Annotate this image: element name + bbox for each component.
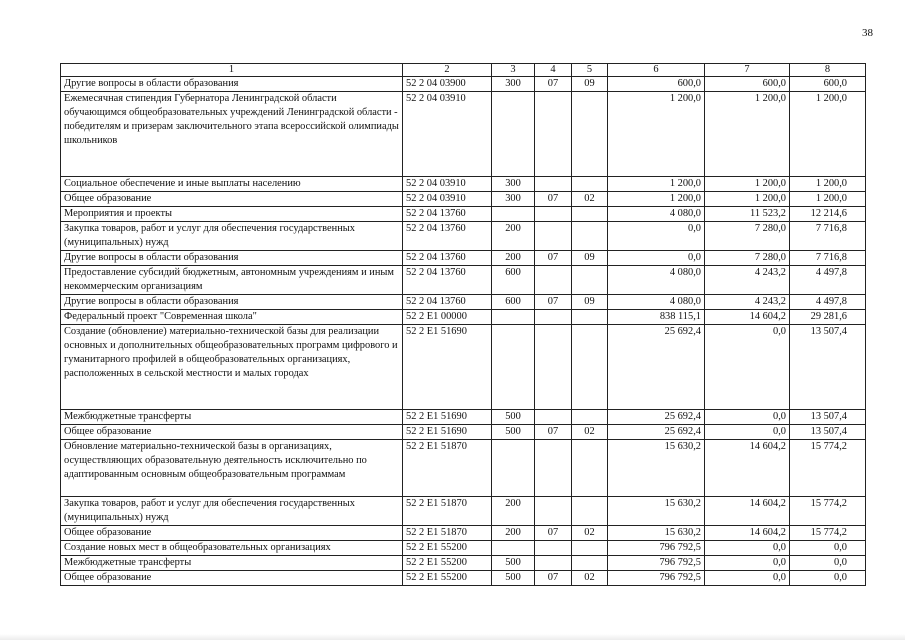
row-subsection: 02 xyxy=(572,526,608,541)
row-subsection: 02 xyxy=(572,571,608,586)
row-code: 52 2 04 03900 xyxy=(403,77,492,92)
row-amount-col6: 838 115,1 xyxy=(608,310,705,325)
table-row xyxy=(61,177,866,192)
row-subsection xyxy=(572,92,608,177)
row-amount-col6: 25 692,4 xyxy=(608,325,705,410)
row-amount-col7: 14 604,2 xyxy=(705,497,790,526)
row-expense-type: 300 xyxy=(492,177,535,192)
row-name: Другие вопросы в области образования xyxy=(61,77,403,92)
row-section xyxy=(535,310,572,325)
row-expense-type xyxy=(492,541,535,556)
row-amount-col8: 1 200,0 xyxy=(790,177,866,192)
row-section xyxy=(535,497,572,526)
row-amount-col8: 13 507,4 xyxy=(790,410,866,425)
row-amount-col8: 4 497,8 xyxy=(790,266,866,295)
row-section xyxy=(535,207,572,222)
table-row xyxy=(61,207,866,222)
row-code: 52 2 04 13760 xyxy=(403,222,492,251)
table-row xyxy=(61,526,866,541)
row-amount-col7: 0,0 xyxy=(705,410,790,425)
row-name: Другие вопросы в области образования xyxy=(61,295,403,310)
row-amount-col8: 600,0 xyxy=(790,77,866,92)
row-amount-col8: 0,0 xyxy=(790,571,866,586)
row-name: Межбюджетные трансферты xyxy=(61,556,403,571)
row-amount-col7: 600,0 xyxy=(705,77,790,92)
table-row xyxy=(61,440,866,497)
row-expense-type: 300 xyxy=(492,192,535,207)
row-amount-col7: 1 200,0 xyxy=(705,177,790,192)
row-code: 52 2 04 13760 xyxy=(403,266,492,295)
row-name: Другие вопросы в области образования xyxy=(61,251,403,266)
row-amount-col6: 4 080,0 xyxy=(608,266,705,295)
table-row xyxy=(61,571,866,586)
row-name: Общее образование xyxy=(61,571,403,586)
row-code: 52 2 E1 51870 xyxy=(403,526,492,541)
row-section xyxy=(535,222,572,251)
table-row xyxy=(61,325,866,410)
row-name: Мероприятия и проекты xyxy=(61,207,403,222)
row-code: 52 2 04 13760 xyxy=(403,207,492,222)
row-expense-type: 200 xyxy=(492,251,535,266)
row-amount-col7: 14 604,2 xyxy=(705,440,790,497)
table-row xyxy=(61,192,866,207)
row-amount-col6: 15 630,2 xyxy=(608,440,705,497)
row-name: Обновление материально-технической базы в организациях, осуществляющих образовательную деятельность исключительно по адаптированным основным общеобразовательным программам xyxy=(61,440,403,497)
row-amount-col7: 14 604,2 xyxy=(705,310,790,325)
row-subsection: 09 xyxy=(572,251,608,266)
row-expense-type: 600 xyxy=(492,295,535,310)
budget-table xyxy=(60,63,866,586)
table-row xyxy=(61,222,866,251)
row-subsection xyxy=(572,410,608,425)
row-subsection xyxy=(572,556,608,571)
row-amount-col7: 0,0 xyxy=(705,556,790,571)
row-section xyxy=(535,266,572,295)
header-col-3: 3 xyxy=(492,64,535,77)
row-section xyxy=(535,325,572,410)
row-amount-col6: 1 200,0 xyxy=(608,192,705,207)
row-amount-col7: 0,0 xyxy=(705,425,790,440)
row-name: Предоставление субсидий бюджетным, автономным учреждениям и иным некоммерческим организациям xyxy=(61,266,403,295)
header-col-7: 7 xyxy=(705,64,790,77)
row-amount-col8: 13 507,4 xyxy=(790,325,866,410)
row-name: Федеральный проект "Современная школа" xyxy=(61,310,403,325)
header-col-2: 2 xyxy=(403,64,492,77)
row-code: 52 2 E1 55200 xyxy=(403,571,492,586)
row-section xyxy=(535,92,572,177)
row-code: 52 2 04 03910 xyxy=(403,192,492,207)
table-row xyxy=(61,556,866,571)
table-row xyxy=(61,266,866,295)
row-name: Ежемесячная стипендия Губернатора Ленинградской области обучающимся общеобразовательных учреждений Ленинградской области - победителям и призерам заключительного этапа всероссийской олимпиады школьников xyxy=(61,92,403,177)
row-subsection: 02 xyxy=(572,425,608,440)
row-amount-col8: 15 774,2 xyxy=(790,497,866,526)
row-amount-col7: 4 243,2 xyxy=(705,266,790,295)
row-amount-col6: 796 792,5 xyxy=(608,571,705,586)
header-col-5: 5 xyxy=(572,64,608,77)
row-name: Создание новых мест в общеобразовательных организациях xyxy=(61,541,403,556)
row-amount-col6: 15 630,2 xyxy=(608,526,705,541)
row-code: 52 2 E1 00000 xyxy=(403,310,492,325)
row-amount-col7: 0,0 xyxy=(705,571,790,586)
row-amount-col8: 15 774,2 xyxy=(790,440,866,497)
header-col-8: 8 xyxy=(790,64,866,77)
row-code: 52 2 E1 51870 xyxy=(403,497,492,526)
row-expense-type xyxy=(492,440,535,497)
table-row xyxy=(61,497,866,526)
row-expense-type: 500 xyxy=(492,556,535,571)
row-amount-col6: 4 080,0 xyxy=(608,295,705,310)
row-subsection xyxy=(572,541,608,556)
row-amount-col7: 7 280,0 xyxy=(705,251,790,266)
row-subsection xyxy=(572,222,608,251)
row-section xyxy=(535,177,572,192)
row-code: 52 2 E1 51690 xyxy=(403,410,492,425)
row-amount-col6: 0,0 xyxy=(608,251,705,266)
row-amount-col8: 0,0 xyxy=(790,556,866,571)
row-amount-col6: 4 080,0 xyxy=(608,207,705,222)
row-subsection xyxy=(572,310,608,325)
row-amount-col6: 25 692,4 xyxy=(608,425,705,440)
header-col-4: 4 xyxy=(535,64,572,77)
header-col-6: 6 xyxy=(608,64,705,77)
row-subsection: 09 xyxy=(572,295,608,310)
row-expense-type: 500 xyxy=(492,571,535,586)
row-expense-type xyxy=(492,92,535,177)
table-row xyxy=(61,77,866,92)
row-subsection xyxy=(572,207,608,222)
row-expense-type xyxy=(492,325,535,410)
row-section: 07 xyxy=(535,526,572,541)
row-amount-col8: 7 716,8 xyxy=(790,222,866,251)
row-amount-col6: 600,0 xyxy=(608,77,705,92)
row-amount-col7: 14 604,2 xyxy=(705,526,790,541)
row-section: 07 xyxy=(535,295,572,310)
row-subsection xyxy=(572,440,608,497)
row-expense-type xyxy=(492,310,535,325)
table-row xyxy=(61,425,866,440)
row-amount-col8: 0,0 xyxy=(790,541,866,556)
row-section: 07 xyxy=(535,571,572,586)
header-col-1: 1 xyxy=(61,64,403,77)
row-amount-col8: 12 214,6 xyxy=(790,207,866,222)
row-amount-col8: 7 716,8 xyxy=(790,251,866,266)
table-row xyxy=(61,251,866,266)
row-amount-col6: 796 792,5 xyxy=(608,556,705,571)
row-subsection xyxy=(572,497,608,526)
row-name: Общее образование xyxy=(61,526,403,541)
row-amount-col7: 11 523,2 xyxy=(705,207,790,222)
row-amount-col6: 1 200,0 xyxy=(608,92,705,177)
row-name: Закупка товаров, работ и услуг для обеспечения государственных (муниципальных) нужд xyxy=(61,497,403,526)
row-expense-type: 600 xyxy=(492,266,535,295)
row-subsection xyxy=(572,325,608,410)
row-section: 07 xyxy=(535,77,572,92)
table-header-row xyxy=(61,64,866,77)
row-section: 07 xyxy=(535,192,572,207)
row-name: Создание (обновление) материально-технической базы для реализации основных и дополнительных общеобразовательных программ цифрового и гуманитарного профилей в общеобразовательных организациях, расположенных в сельской местности и малых городах xyxy=(61,325,403,410)
row-name: Общее образование xyxy=(61,192,403,207)
row-expense-type: 200 xyxy=(492,222,535,251)
table-row xyxy=(61,410,866,425)
row-code: 52 2 E1 51690 xyxy=(403,325,492,410)
row-code: 52 2 04 13760 xyxy=(403,251,492,266)
row-expense-type: 200 xyxy=(492,497,535,526)
table-row xyxy=(61,310,866,325)
row-amount-col6: 796 792,5 xyxy=(608,541,705,556)
row-amount-col7: 4 243,2 xyxy=(705,295,790,310)
row-amount-col8: 1 200,0 xyxy=(790,192,866,207)
row-amount-col8: 15 774,2 xyxy=(790,526,866,541)
row-name: Закупка товаров, работ и услуг для обеспечения государственных (муниципальных) нужд xyxy=(61,222,403,251)
row-section xyxy=(535,440,572,497)
row-name: Социальное обеспечение и иные выплаты населению xyxy=(61,177,403,192)
row-code: 52 2 04 03910 xyxy=(403,177,492,192)
row-amount-col8: 29 281,6 xyxy=(790,310,866,325)
row-section xyxy=(535,541,572,556)
table-row xyxy=(61,541,866,556)
row-section xyxy=(535,556,572,571)
row-section xyxy=(535,410,572,425)
row-name: Общее образование xyxy=(61,425,403,440)
row-expense-type: 500 xyxy=(492,425,535,440)
row-amount-col6: 15 630,2 xyxy=(608,497,705,526)
row-amount-col8: 13 507,4 xyxy=(790,425,866,440)
row-subsection: 02 xyxy=(572,192,608,207)
row-subsection: 09 xyxy=(572,77,608,92)
row-expense-type: 200 xyxy=(492,526,535,541)
row-section: 07 xyxy=(535,425,572,440)
table-body xyxy=(61,77,866,586)
scan-edge xyxy=(0,634,905,640)
table-row xyxy=(61,92,866,177)
row-amount-col7: 7 280,0 xyxy=(705,222,790,251)
row-subsection xyxy=(572,266,608,295)
row-code: 52 2 E1 55200 xyxy=(403,541,492,556)
row-section: 07 xyxy=(535,251,572,266)
row-amount-col6: 0,0 xyxy=(608,222,705,251)
row-amount-col8: 1 200,0 xyxy=(790,92,866,177)
row-amount-col7: 0,0 xyxy=(705,325,790,410)
row-amount-col8: 4 497,8 xyxy=(790,295,866,310)
row-amount-col6: 1 200,0 xyxy=(608,177,705,192)
row-name: Межбюджетные трансферты xyxy=(61,410,403,425)
row-expense-type xyxy=(492,207,535,222)
row-amount-col7: 0,0 xyxy=(705,541,790,556)
row-code: 52 2 E1 55200 xyxy=(403,556,492,571)
row-code: 52 2 E1 51690 xyxy=(403,425,492,440)
row-expense-type: 300 xyxy=(492,77,535,92)
table-row xyxy=(61,295,866,310)
row-amount-col7: 1 200,0 xyxy=(705,192,790,207)
row-code: 52 2 E1 51870 xyxy=(403,440,492,497)
row-code: 52 2 04 03910 xyxy=(403,92,492,177)
row-code: 52 2 04 13760 xyxy=(403,295,492,310)
page-number: 38 xyxy=(862,27,873,39)
row-subsection xyxy=(572,177,608,192)
row-expense-type: 500 xyxy=(492,410,535,425)
row-amount-col7: 1 200,0 xyxy=(705,92,790,177)
row-amount-col6: 25 692,4 xyxy=(608,410,705,425)
